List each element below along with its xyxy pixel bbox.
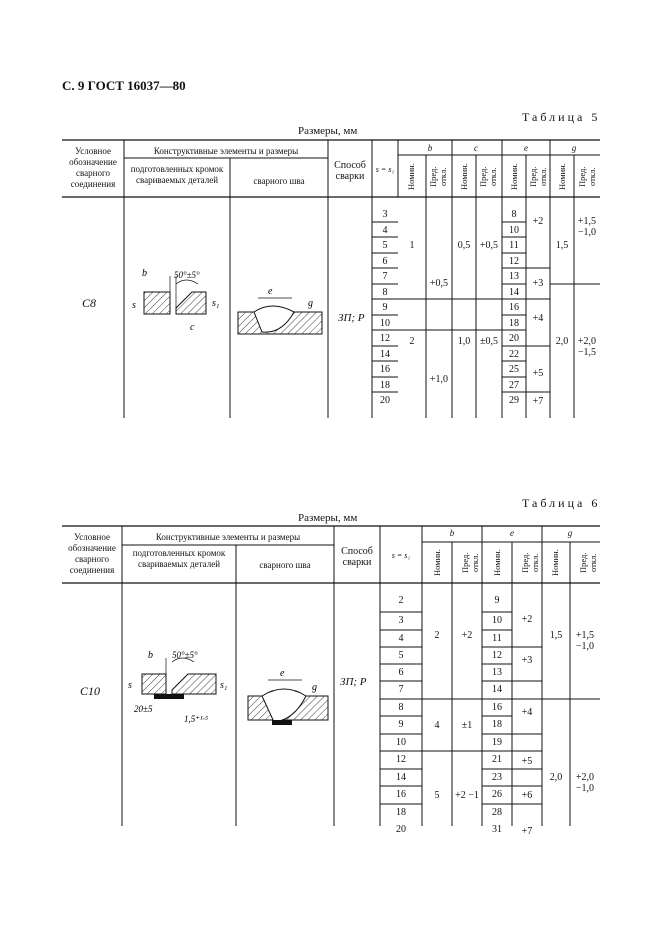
t6-e-dev-cell: +3: [521, 655, 533, 666]
t5-e-nom-cell: 11: [509, 240, 519, 251]
t6-e-dev-cell: +7: [521, 826, 533, 837]
svg-text:c: c: [190, 322, 195, 333]
t5-b-dev-header: Пред. откл.: [428, 166, 448, 188]
t5-c-dev-cell: +0,5: [479, 240, 499, 251]
t5-s-cell: 20: [380, 395, 390, 406]
t5-c-nom-cell: 0,5: [457, 240, 471, 251]
t6-e-nom-cell: 13: [492, 667, 502, 678]
t6-e-dev-cell: +5: [521, 756, 533, 767]
page-header: С. 9 ГОСТ 16037—80: [62, 78, 186, 93]
t6-g-dev-cell: +1,5 −1,0: [575, 630, 595, 652]
t6-s-cell: 3: [398, 615, 404, 626]
t5-e-dev-cell: +3: [532, 278, 544, 289]
t6-b-dev-header: Пред. откл.: [460, 552, 480, 574]
t5-e-nom-cell: 14: [509, 287, 519, 298]
t5-b-header: b: [427, 143, 433, 153]
t6-b-nom-cell: 5: [434, 790, 440, 801]
t6-s-cell: 7: [398, 684, 404, 695]
svg-text:s: s: [132, 300, 136, 311]
t6-edges-header: подготовленных кромок свариваемых деталей: [132, 548, 226, 569]
t6-e-nom-header: Номин.: [492, 549, 502, 577]
t5-c-dev-cell: ±0,5: [480, 336, 498, 347]
t6-s-header: s = s₁: [391, 551, 411, 560]
t6-e-header: e: [510, 528, 514, 538]
t6-e-nom-cell: 10: [492, 615, 502, 626]
t5-designation-header: Условное обозначение сварного соединения: [69, 146, 117, 189]
t6-s-cell: 14: [396, 772, 406, 783]
t5-c-header: c: [474, 143, 478, 153]
t5-s-cell: 8: [382, 287, 388, 298]
t6-e-nom-cell: 14: [492, 684, 502, 695]
t5-s-cell: 6: [382, 256, 388, 267]
t6-b-nom-header: Номин.: [432, 549, 442, 577]
t6-e-dev-cell: +4: [521, 707, 533, 718]
t6-seam-drawing: [240, 660, 332, 734]
t5-b-dev-cell: +1,0: [429, 374, 449, 385]
t5-g-dev-header: Пред. откл.: [577, 166, 597, 188]
svg-text:b: b: [142, 268, 147, 279]
t6-e-nom-cell: 23: [492, 772, 502, 783]
t5-e-dev-cell: +4: [532, 313, 544, 324]
t5-b-dev-cell: +0,5: [429, 278, 449, 289]
table-5-dims: Размеры, мм: [298, 125, 358, 137]
t6-e-dev-cell: +6: [521, 790, 533, 801]
t5-g-dev-cell: +1,5 −1,0: [577, 216, 597, 238]
svg-text:s: s: [128, 680, 132, 691]
t5-c-nom-cell: 1,0: [457, 336, 471, 347]
t6-s-cell: 20: [396, 824, 406, 835]
t5-seam-header: сварного шва: [253, 176, 305, 186]
t5-g-nom-header: Номин.: [557, 163, 567, 191]
t6-b-dev-cell: +2: [461, 630, 473, 641]
t5-e-nom-cell: 25: [509, 364, 519, 375]
svg-text:50°±5°: 50°±5°: [174, 270, 200, 280]
t5-c-dev-header: Пред. откл.: [478, 166, 498, 188]
t6-s-cell: 10: [396, 737, 406, 748]
t5-e-nom-cell: 8: [511, 209, 517, 220]
svg-text:g: g: [312, 682, 317, 693]
t5-g-nom-cell: 1,5: [555, 240, 569, 251]
t6-e-dev-header: Пред. откл.: [520, 552, 540, 574]
t5-e-dev-header: Пред. откл.: [528, 166, 548, 188]
t5-method-header: Способ сварки: [334, 160, 366, 182]
t6-b-nom-cell: 2: [434, 630, 440, 641]
t6-b-dev-cell: ±1: [461, 720, 473, 731]
table-6-dims: Размеры, мм: [298, 512, 358, 524]
t6-e-nom-cell: 12: [492, 650, 502, 661]
svg-text:b: b: [148, 650, 153, 661]
table-5-caption: Таблица 5: [522, 110, 601, 124]
t5-method: ЗП; Р: [338, 312, 365, 324]
t5-s-cell: 4: [382, 225, 388, 236]
t5-e-nom-cell: 13: [509, 271, 519, 282]
t5-g-nom-cell: 2,0: [555, 336, 569, 347]
t6-g-nom-cell: 2,0: [549, 772, 563, 783]
t6-g-header: g: [567, 528, 573, 538]
t6-e-dev-cell: +2: [521, 614, 533, 625]
t6-s-cell: 4: [398, 633, 404, 644]
table-6-caption: Таблица 6: [522, 496, 601, 510]
t6-g-nom-header: Номин.: [550, 549, 560, 577]
t5-s-header: s = s₁: [375, 165, 395, 174]
t6-designation-header: Условное обозначение сварного соединения: [68, 532, 116, 575]
t6-e-nom-cell: 16: [492, 702, 502, 713]
svg-text:s₁: s₁: [220, 680, 228, 691]
t5-edges-header: подготовленных кромок свариваемых деталей: [130, 164, 224, 185]
t5-s-cell: 3: [382, 209, 388, 220]
t6-e-nom-cell: 28: [492, 807, 502, 818]
t5-e-dev-cell: +5: [532, 368, 544, 379]
t6-b-dev-cell: +2 −1: [455, 790, 479, 801]
t5-e-dev-cell: +7: [532, 396, 544, 407]
t6-b-nom-cell: 4: [434, 720, 440, 731]
svg-text:20±5: 20±5: [134, 704, 153, 714]
t5-e-dev-cell: +2: [532, 216, 544, 227]
t6-s-cell: 9: [398, 719, 404, 730]
t6-g-dev-header: Пред. откл.: [578, 552, 598, 574]
t6-seam-header: сварного шва: [259, 560, 311, 570]
t5-s-cell: 18: [380, 380, 390, 391]
t6-method: ЗП; Р: [340, 676, 367, 688]
t6-e-nom-cell: 21: [492, 754, 502, 765]
t6-s-cell: 2: [398, 595, 404, 606]
t5-designation: C8: [82, 296, 97, 310]
t6-s-cell: 18: [396, 807, 406, 818]
t6-e-nom-cell: 18: [492, 719, 502, 730]
t5-c-nom-header: Номин.: [459, 163, 469, 191]
t5-constr-header: Конструктивные элементы и размеры: [153, 146, 299, 156]
t5-e-nom-cell: 22: [509, 349, 519, 360]
t5-e-nom-header: Номин.: [509, 163, 519, 191]
t5-b-nom-cell: 1: [409, 240, 415, 251]
t6-b-header: b: [449, 528, 455, 538]
t6-g-nom-cell: 1,5: [549, 630, 563, 641]
t6-s-cell: 8: [398, 702, 404, 713]
t5-e-nom-cell: 18: [509, 318, 519, 329]
t5-e-nom-cell: 12: [509, 256, 519, 267]
t6-e-nom-cell: 9: [494, 595, 500, 606]
t6-constr-header: Конструктивные элементы и размеры: [155, 532, 301, 542]
t6-s-cell: 12: [396, 754, 406, 765]
t5-s-cell: 10: [380, 318, 390, 329]
t6-e-nom-cell: 19: [492, 737, 502, 748]
t5-g-header: g: [571, 143, 577, 153]
t5-e-nom-cell: 29: [509, 395, 519, 406]
t5-b-nom-header: Номин.: [406, 163, 416, 191]
t6-edge-drawing: [124, 646, 234, 726]
svg-text:s₁: s₁: [212, 298, 220, 309]
t5-s-cell: 12: [380, 333, 390, 344]
svg-text:e: e: [280, 668, 285, 679]
t6-designation: C10: [80, 684, 101, 698]
svg-text:e: e: [268, 286, 273, 297]
t5-e-nom-cell: 16: [509, 302, 519, 313]
t6-g-dev-cell: +2,0 −1,0: [575, 772, 595, 794]
t5-e-nom-cell: 27: [509, 380, 519, 391]
t6-s-cell: 6: [398, 667, 404, 678]
svg-text:g: g: [308, 298, 313, 309]
svg-text:50°±5°: 50°±5°: [172, 650, 198, 660]
svg-text:1,5⁺¹·⁵: 1,5⁺¹·⁵: [184, 714, 209, 724]
t5-s-cell: 7: [382, 271, 388, 282]
t5-e-header: e: [524, 143, 528, 153]
t6-s-cell: 5: [398, 650, 404, 661]
t6-e-nom-cell: 31: [492, 824, 502, 835]
t5-s-cell: 5: [382, 240, 388, 251]
t5-b-nom-cell: 2: [409, 336, 415, 347]
t6-e-nom-cell: 11: [492, 633, 502, 644]
t6-method-header: Способ сварки: [341, 546, 373, 568]
t5-e-nom-cell: 20: [509, 333, 519, 344]
t5-s-cell: 16: [380, 364, 390, 375]
t6-e-nom-cell: 26: [492, 789, 502, 800]
t5-s-cell: 14: [380, 349, 390, 360]
t5-g-dev-cell: +2,0 −1,5: [577, 336, 597, 358]
t5-e-nom-cell: 10: [509, 225, 519, 236]
t5-s-cell: 9: [382, 302, 388, 313]
t6-s-cell: 16: [396, 789, 406, 800]
